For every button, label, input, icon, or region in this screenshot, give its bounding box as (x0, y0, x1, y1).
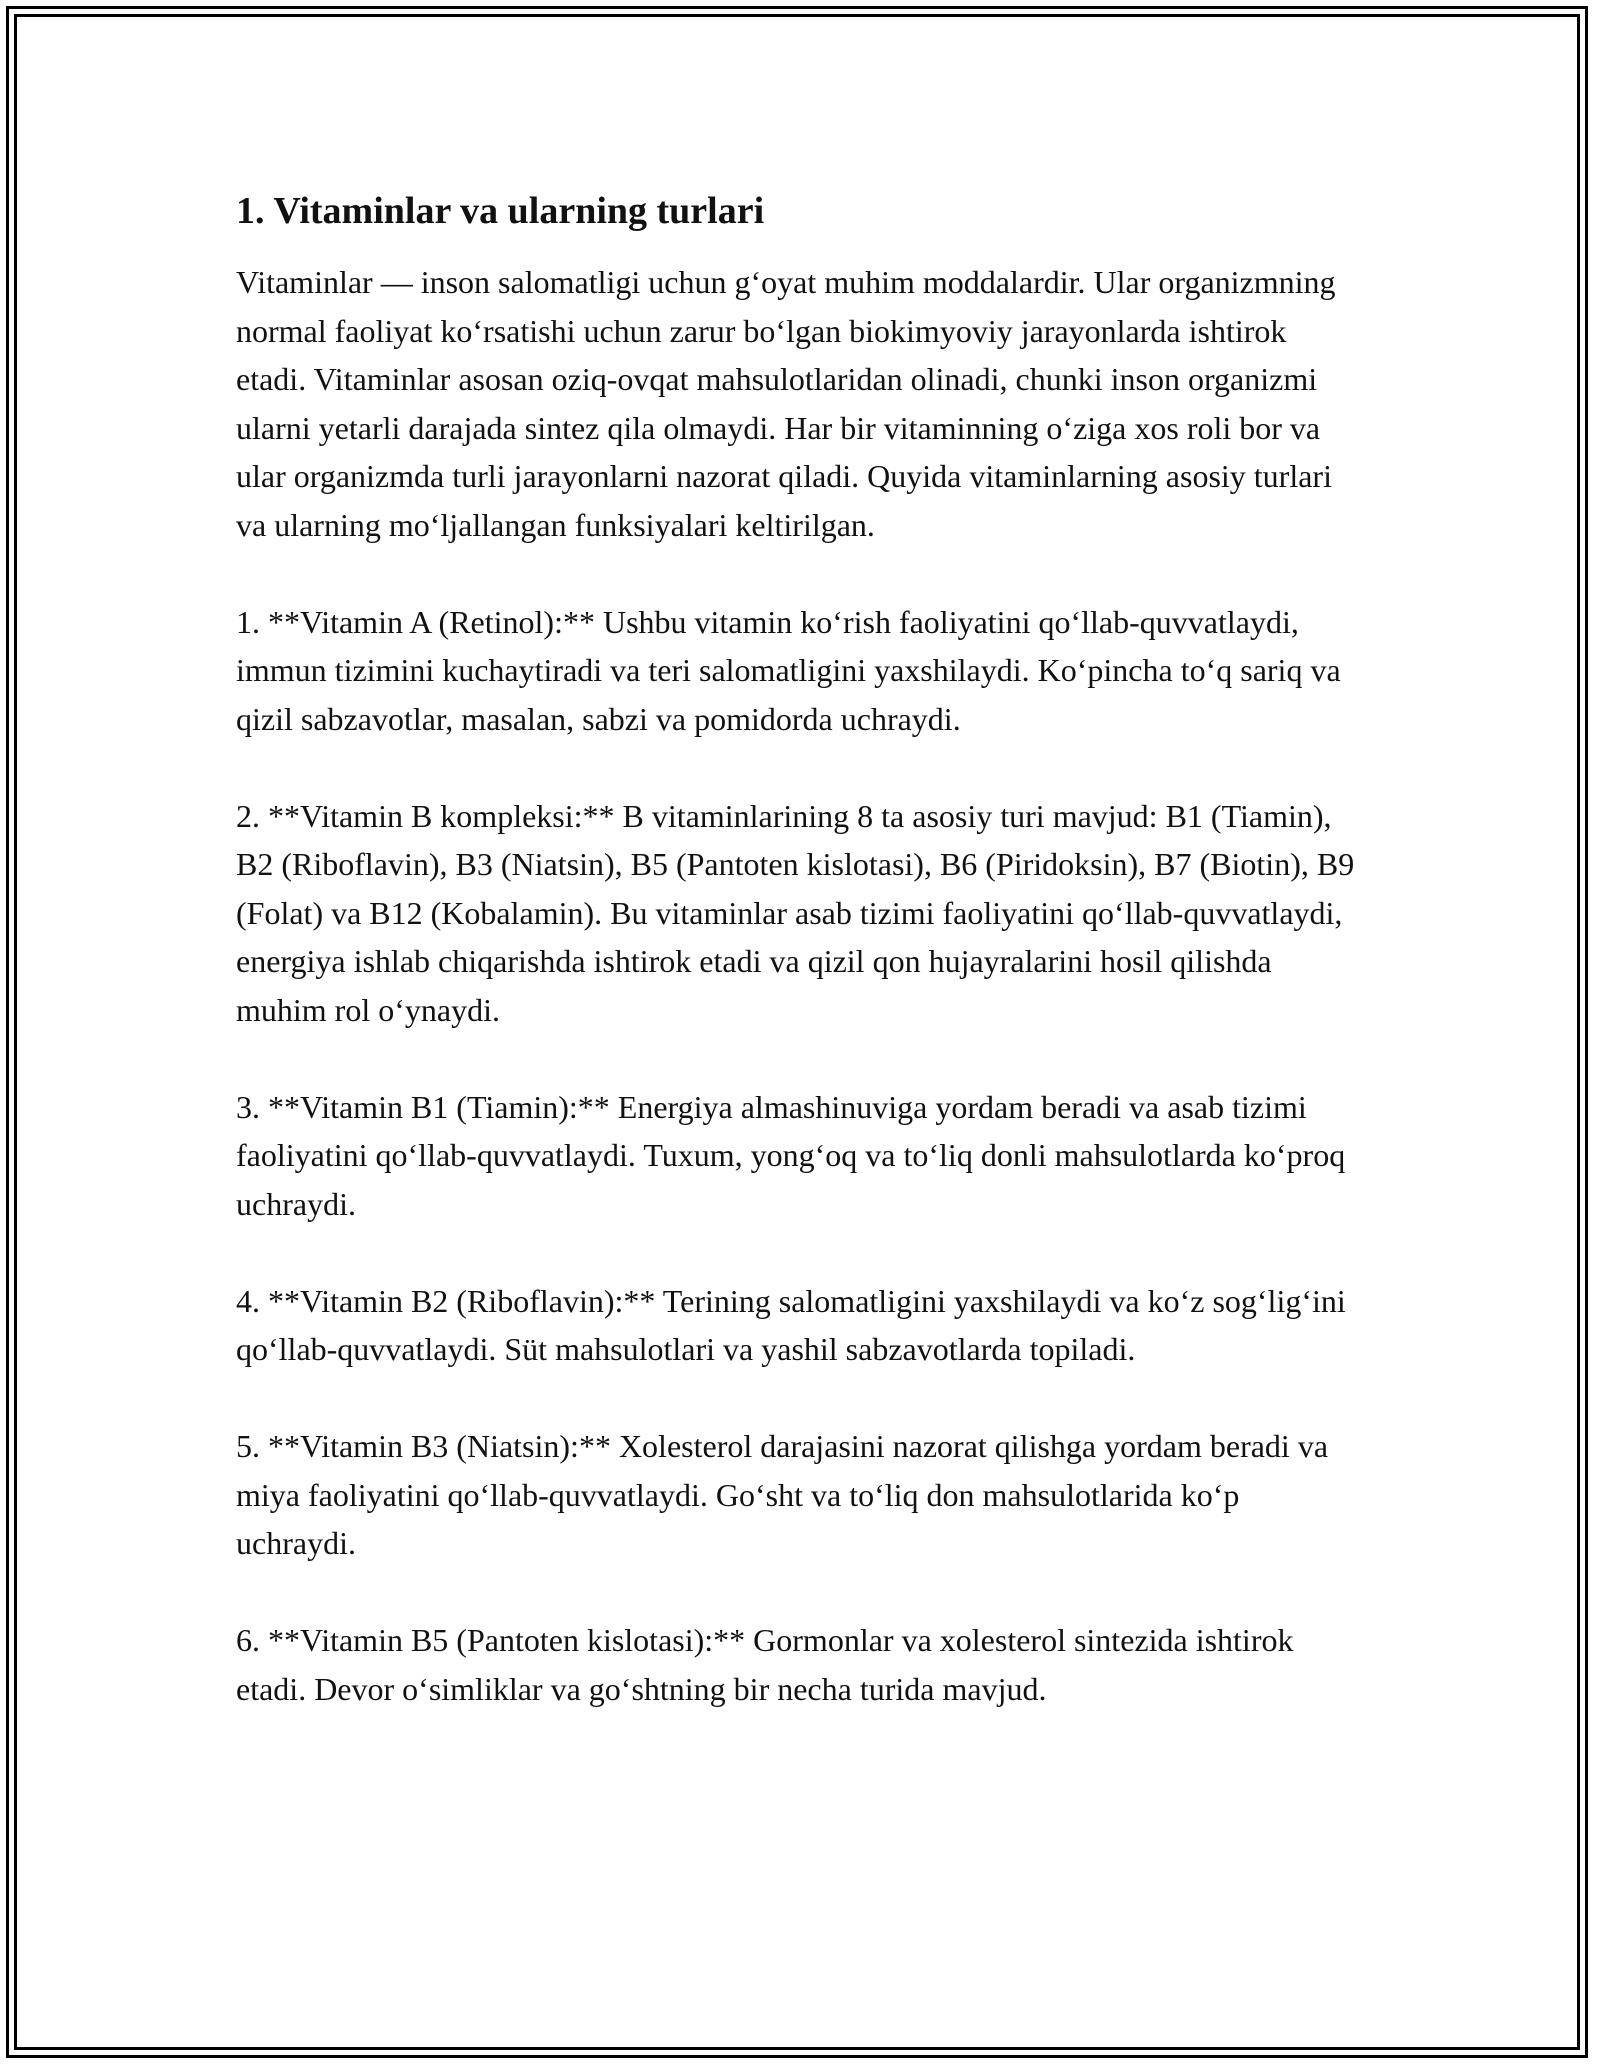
list-item-vitamin-b-complex: 2. **Vitamin B kompleksi:** B vitaminlarining 8 ta asosiy turi mavjud: B1 (Tiamin), B2 (Riboflavin), B3 (Niatsin), B5 (Pantoten kislotasi), B6 (Piridoksin), B7 (Biotin), B9 (Folat) va B12 (Kobalamin). Bu vitaminlar asab tizimi faoliyatini qoʻllab-quvvatlaydi, energiya ishlab chiqarishda ishtirok etadi va qizil qon hujayralarini hosil qilishda muhim rol oʻynaydi. (236, 797, 1355, 1028)
list-item-vitamin-a: 1. **Vitamin A (Retinol):** Ushbu vitamin koʻrish faoliyatini qoʻllab-quvvatlaydi, immun tizimini kuchaytiradi va teri salomatligini yaxshilaydi. Koʻpincha toʻq sariq va qizil sabzavotlar, masalan, sabzi va pomidorda uchraydi. (236, 603, 1341, 737)
list-item-vitamin-b3: 5. **Vitamin B3 (Niatsin):** Xolesterol darajasini nazorat qilishga yordam beradi va miya faoliyatini qoʻllab-quvvatlaydi. Goʻsht va toʻliq don mahsulotlarida koʻp uchraydi. (236, 1428, 1329, 1561)
list-item-vitamin-b5: 6. **Vitamin B5 (Pantoten kislotasi):** Gormonlar va xolesterol sintezida ishtirok etadi. Devor oʻsimliklar va goʻshtning bir necha turida mavjud. (236, 1622, 1294, 1707)
intro-paragraph: Vitaminlar — inson salomatligi uchun gʻoyat muhim moddalardir. Ular organizmning normal faoliyat koʻrsatishi uchun zarur boʻlgan biokimyoviy jarayonlarda ishtirok etadi. Vitaminlar asosan oziq-ovqat mahsulotlaridan olinadi, chunki inson organizmi ularni yetarli darajada sintez qila olmaydi. Har bir vitaminning oʻziga xos roli bor va ular organizmda turli jarayonlarni nazorat qiladi. Quyida vitaminlarning asosiy turlari va ularning moʻljallangan funksiyalari keltirilgan. (236, 264, 1336, 543)
section-title: 1. Vitaminlar va ularning turlari (236, 190, 765, 232)
document-body (236, 186, 1356, 1713)
list-item-vitamin-b2: 4. **Vitamin B2 (Riboflavin):** Terining salomatligini yaxshilaydi va koʻz sogʻligʻini qoʻllab-quvvatlaydi. Süt mahsulotlari va yashil sabzavotlarda topiladi. (236, 1282, 1346, 1367)
list-item-vitamin-b1: 3. **Vitamin B1 (Tiamin):** Energiya almashinuviga yordam beradi va asab tizimi faoliyatini qoʻllab-quvvatlaydi. Tuxum, yongʻoq va toʻliq donli mahsulotlarda koʻproq uchraydi. (236, 1088, 1346, 1222)
